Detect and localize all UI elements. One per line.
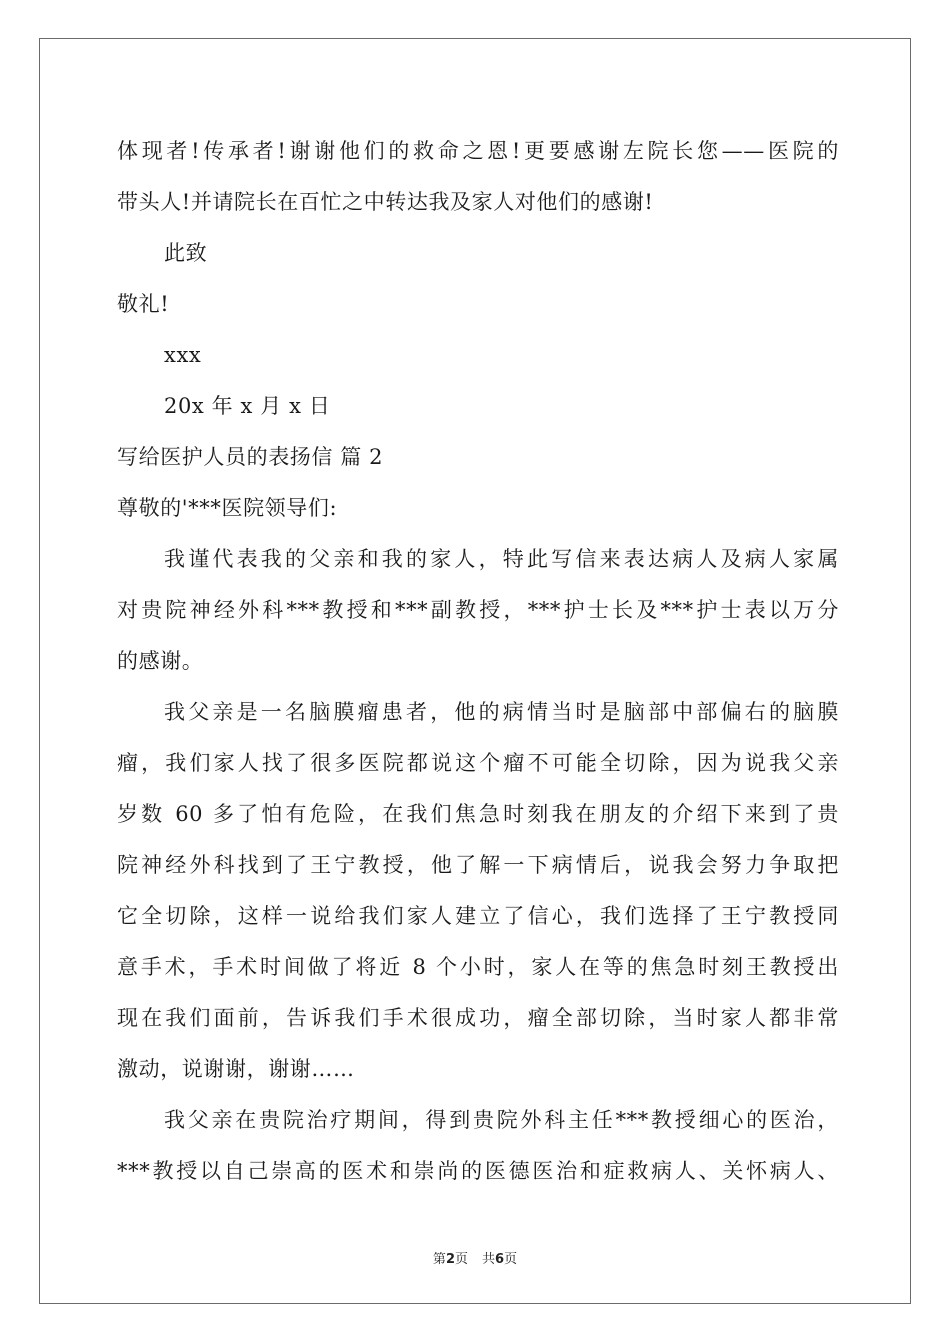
text-line: 写给医护人员的表扬信 篇 2 (117, 445, 384, 469)
text-line: 体现者!传承者!谢谢他们的救命之恩!更要感谢左院长您——医院的 (117, 139, 839, 163)
text-line: 我谨代表我的父亲和我的家人，特此写信来表达病人及病人家属 (164, 547, 839, 571)
page-footer (0, 1248, 950, 1267)
total-suffix: 页 (504, 1252, 518, 1267)
text-line: 我父亲在贵院治疗期间，得到贵院外科主任***教授细心的医治， (164, 1108, 839, 1132)
total-pages: 6 (495, 1252, 505, 1267)
text-line: ***教授以自己崇高的医术和崇尚的医德医治和症救病人、关怀病人、 (117, 1159, 839, 1183)
text-line: 带头人!并请院长在百忙之中转达我及家人对他们的感谢! (117, 190, 654, 214)
text-line: xxx (164, 343, 202, 367)
text-line: 意手术，手术时间做了将近 8 个小时，家人在等的焦急时刻王教授出 (117, 955, 839, 979)
text-line: 岁数 60 多了怕有危险，在我们焦急时刻我在朋友的介绍下来到了贵 (117, 802, 839, 826)
page-number: 2 (445, 1252, 455, 1267)
text-line: 对贵院神经外科***教授和***副教授，***护士长及***护士表以万分 (117, 598, 839, 622)
text-line: 我父亲是一名脑膜瘤患者，他的病情当时是脑部中部偏右的脑膜 (164, 700, 839, 724)
page-prefix: 第 (432, 1252, 446, 1267)
total-prefix: 共 (482, 1252, 496, 1267)
text-line: 激动，说谢谢，谢谢…… (117, 1057, 355, 1081)
page-suffix: 页 (454, 1252, 468, 1267)
text-line: 院神经外科找到了王宁教授，他了解一下病情后，说我会努力争取把 (117, 853, 839, 877)
text-line: 20x 年 x 月 x 日 (164, 394, 331, 418)
text-line: 现在我们面前，告诉我们手术很成功，瘤全部切除，当时家人都非常 (117, 1006, 839, 1030)
text-line: 它全切除，这样一说给我们家人建立了信心，我们选择了王宁教授同 (117, 904, 839, 928)
text-line: 尊敬的'***医院领导们: (117, 496, 338, 520)
text-line: 此致 (164, 241, 208, 265)
text-line: 瘤，我们家人找了很多医院都说这个瘤不可能全切除，因为说我父亲 (117, 751, 839, 775)
text-line: 敬礼! (117, 292, 170, 316)
document-body (117, 126, 839, 1197)
text-line: 的感谢。 (117, 649, 204, 673)
